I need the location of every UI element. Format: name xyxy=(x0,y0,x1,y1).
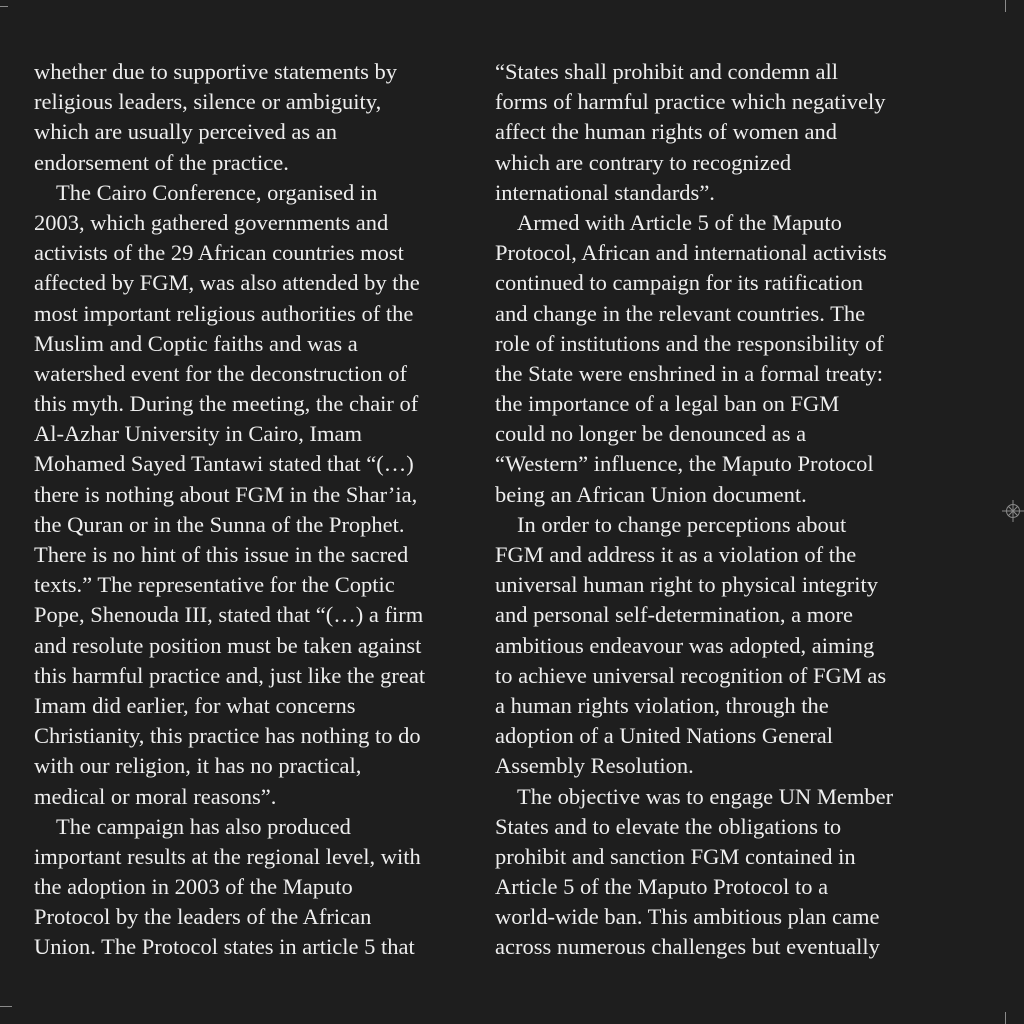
text-line: and change in the relevant countries. The xyxy=(495,300,866,326)
text-line: States and to elevate the obligations to xyxy=(495,813,842,839)
text-line: Imam did earlier, for what concerns xyxy=(34,692,356,718)
text-line: forms of harmful practice which negatively xyxy=(495,89,886,115)
text-line: being an African Union document. xyxy=(495,481,807,507)
text-line: most important religious authorities of the xyxy=(34,300,414,326)
text-line: Al-Azhar University in Cairo, Imam xyxy=(34,421,363,447)
text-line: medical or moral reasons”. xyxy=(34,783,277,809)
crop-mark-top-right xyxy=(1005,0,1006,12)
text-line: Union. The Protocol states in article 5 that xyxy=(34,934,415,960)
text-line: Mohamed Sayed Tantawi stated that “(…) xyxy=(34,451,414,477)
text-line: could no longer be denounced as a xyxy=(495,421,807,447)
text-line: The objective was to engage UN Member xyxy=(517,783,894,809)
text-line: and resolute position must be taken against xyxy=(34,632,422,658)
text-line: watershed event for the deconstruction of xyxy=(34,360,407,386)
text-line: endorsement of the practice. xyxy=(34,149,289,175)
text-line: the adoption in 2003 of the Maputo xyxy=(34,874,353,900)
text-line: the importance of a legal ban on FGM xyxy=(495,391,840,417)
text-line: prohibit and sanction FGM contained in xyxy=(495,843,856,869)
text-line: affect the human rights of women and xyxy=(495,119,837,145)
text-line: across numerous challenges but eventually xyxy=(495,934,880,960)
text-line: role of institutions and the responsibility of xyxy=(495,330,884,356)
text-line: which are usually perceived as an xyxy=(34,119,337,145)
text-line: this myth. During the meeting, the chair of xyxy=(34,391,419,417)
text-line: Protocol, African and international activists xyxy=(495,240,887,266)
text-line: the Quran or in the Sunna of the Prophet. xyxy=(34,511,405,537)
text-line: which are contrary to recognized xyxy=(495,149,792,175)
text-line: There is no hint of this issue in the sacred xyxy=(34,542,409,567)
text-line: the State were enshrined in a formal treaty: xyxy=(495,360,883,386)
text-line: there is nothing about FGM in the Shar’ia, xyxy=(34,481,418,507)
text-line: activists of the 29 African countries most xyxy=(34,240,404,266)
text-line: Article 5 of the Maputo Protocol to a xyxy=(495,874,829,900)
text-line: international standards”. xyxy=(495,179,715,205)
text-line: and personal self-determination, a more xyxy=(495,602,853,628)
text-line: In order to change perceptions about xyxy=(517,511,847,537)
text-line: affected by FGM, was also attended by the xyxy=(34,270,420,296)
text-line: this harmful practice and, just like the great xyxy=(34,662,426,688)
text-line: Christianity, this practice has nothing to do xyxy=(34,723,421,749)
text-line: adoption of a United Nations General xyxy=(495,723,834,749)
text-line: continued to campaign for its ratification xyxy=(495,270,864,296)
right-text-column xyxy=(495,57,893,963)
text-line: “Western” influence, the Maputo Protocol xyxy=(495,451,874,477)
text-line: whether due to supportive statements by xyxy=(34,59,398,84)
crop-mark-bottom-right xyxy=(1005,1012,1006,1024)
text-line: important results at the regional level, with xyxy=(34,843,421,869)
text-line: texts.” The representative for the Coptic xyxy=(34,572,395,598)
crop-mark-bottom-left xyxy=(0,1006,12,1007)
text-line: religious leaders, silence or ambiguity, xyxy=(34,89,382,115)
text-line: 2003, which gathered governments and xyxy=(34,209,389,235)
text-line: “States shall prohibit and condemn all xyxy=(495,59,839,84)
text-line: FGM and address it as a violation of the xyxy=(495,542,857,567)
text-line: Armed with Article 5 of the Maputo xyxy=(517,209,842,235)
crop-mark-left-top xyxy=(0,6,8,7)
registration-mark-icon xyxy=(1002,500,1024,522)
text-line: ambitious endeavour was adopted, aiming xyxy=(495,632,875,658)
text-line: Assembly Resolution. xyxy=(495,753,694,779)
text-line: with our religion, it has no practical, xyxy=(34,753,362,779)
text-line: Pope, Shenouda III, stated that “(…) a firm xyxy=(34,602,424,628)
left-text-column xyxy=(34,57,425,963)
text-line: The campaign has also produced xyxy=(56,813,351,839)
text-line: world-wide ban. This ambitious plan came xyxy=(495,904,880,930)
text-line: The Cairo Conference, organised in xyxy=(56,179,378,205)
text-line: universal human right to physical integrity xyxy=(495,572,879,598)
text-line: Protocol by the leaders of the African xyxy=(34,904,372,930)
text-line: to achieve universal recognition of FGM as xyxy=(495,662,887,688)
text-line: Muslim and Coptic faiths and was a xyxy=(34,330,358,356)
text-line: a human rights violation, through the xyxy=(495,692,829,718)
